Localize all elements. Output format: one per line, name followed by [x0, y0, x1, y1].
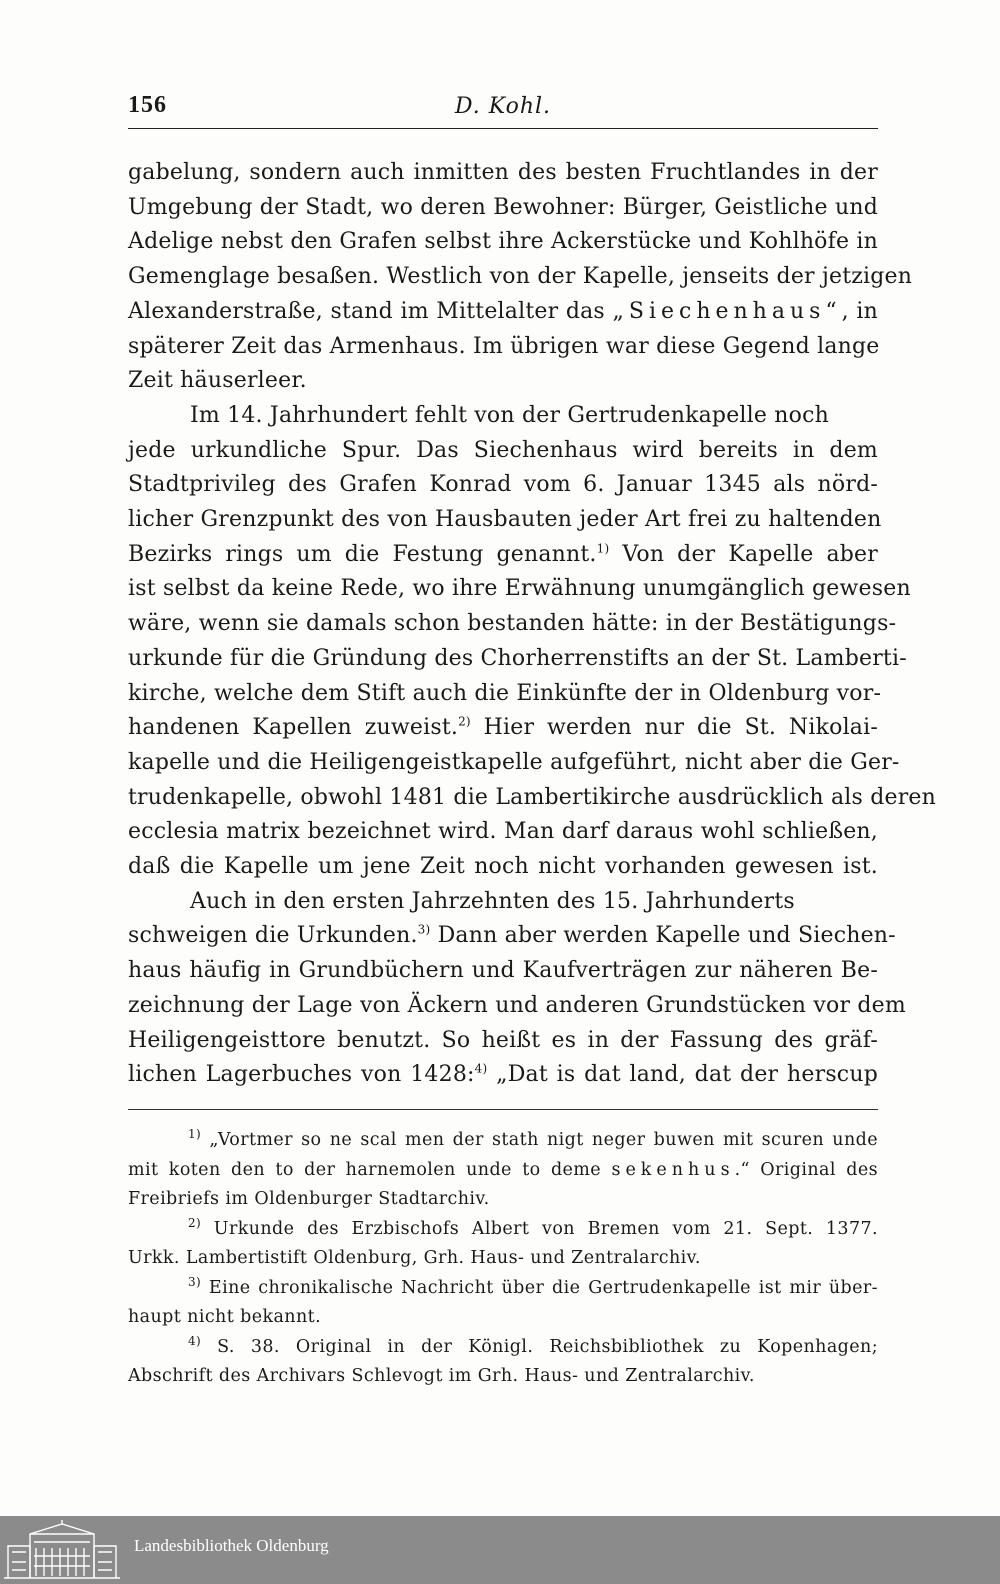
footnote-1	[128, 1126, 878, 1215]
footnote-line	[128, 1215, 878, 1245]
emphasized-term: sekenhus	[611, 1159, 735, 1180]
footnote-marker: 4)	[188, 1333, 202, 1348]
text-line: jede urkundliche Spur. Das Siechenhaus wird bereits in dem	[128, 437, 878, 463]
footnote-ref-3[interactable]: 3)	[417, 923, 431, 938]
text-fragment: schweigen die Urkunden.	[128, 923, 418, 949]
footnote-marker: 1)	[188, 1127, 202, 1142]
text-line: kapelle und die Heiligengeistkapelle aufgeführt, nicht aber die Ger-	[128, 749, 900, 775]
text-line	[128, 538, 878, 573]
footnote-line	[128, 1274, 878, 1304]
footnote-4	[128, 1333, 878, 1392]
text-line	[128, 711, 878, 746]
text-fragment: , in	[841, 298, 878, 324]
footnote-line: Abschrift des Archivars Schlevogt im Grh. Haus- und Zentralarchiv.	[128, 1366, 755, 1386]
footnote-line	[128, 1333, 878, 1363]
footnote-ref-4[interactable]: 4)	[474, 1061, 488, 1076]
footnote-marker: 3)	[188, 1274, 202, 1289]
text-line: gabelung, sondern auch inmitten des besten Fruchtlandes in der	[128, 160, 878, 185]
text-line: Adelige nebst den Grafen selbst ihre Ackerstücke und Kohlhöfe in	[128, 229, 878, 255]
paragraph-3	[128, 885, 906, 1093]
text-line: ist selbst da keine Rede, wo ihre Erwähnung unumgänglich gewesen	[128, 576, 911, 602]
footnote-line	[128, 1156, 878, 1186]
text-line: haus häufig in Grundbüchern und Kaufverträgen zur näheren Be-	[128, 958, 878, 984]
footnote-ref-1[interactable]: 1)	[596, 541, 610, 556]
page-header	[128, 92, 878, 128]
text-fragment: S. 38. Original in der Königl. Reichsbibliothek zu Kopenhagen;	[201, 1336, 878, 1357]
library-name[interactable]: Landesbibliothek Oldenburg	[134, 1536, 329, 1555]
text-line: trudenkapelle, obwohl 1481 die Lambertikirche ausdrücklich als deren	[128, 784, 937, 810]
page-number: 156	[128, 92, 167, 118]
footnote-rule	[128, 1109, 878, 1110]
text-line: Im 14. Jahrhundert fehlt von der Gertrudenkapelle noch	[190, 402, 830, 428]
text-line: kirche, welche dem Stift auch die Einkünfte der in Oldenburg vor-	[128, 680, 882, 706]
text-line: licher Grenzpunkt des von Hausbauten jeder Art frei zu haltenden	[128, 507, 882, 533]
text-fragment: mit koten den to der harnemolen unde to deme	[128, 1159, 602, 1180]
body-text	[128, 156, 937, 1093]
footnote-marker: 2)	[188, 1215, 202, 1230]
library-footer	[0, 1516, 1000, 1584]
footnote-2	[128, 1215, 878, 1274]
text-line: Zeit häuserleer.	[128, 368, 307, 394]
footnotes	[128, 1126, 878, 1392]
text-line: ecclesia matrix bezeichnet wird. Man darf daraus wohl schließen,	[128, 819, 878, 845]
text-fragment: Bezirks rings um die Festung genannt.	[128, 541, 597, 567]
text-line	[128, 1058, 878, 1093]
text-line: Gemenglage besaßen. Westlich von der Kapelle, jenseits der jetzigen	[128, 264, 913, 290]
text-fragment: Alexanderstraße, stand im Mittelalter das	[128, 298, 605, 324]
footnote-line	[128, 1126, 878, 1156]
text-fragment: lichen Lagerbuches von 1428:	[128, 1062, 475, 1088]
footnote-line: Freibriefs im Oldenburger Stadtarchiv.	[128, 1189, 490, 1209]
footnote-line: Urkk. Lambertistift Oldenburg, Grh. Haus- und Zentralarchiv.	[128, 1248, 701, 1268]
paragraph-2	[128, 399, 937, 885]
running-head: D. Kohl.	[454, 94, 552, 119]
text-line: urkunde für die Gründung des Chorherrenstifts an der St. Lamberti-	[128, 645, 907, 671]
text-line: zeichnung der Lage von Äckern und anderen Grundstücken vor dem	[128, 992, 906, 1018]
text-fragment: „Vortmer so ne scal men der stath nigt neger buwen mit scuren unde	[201, 1130, 878, 1150]
paragraph-1	[128, 156, 913, 399]
text-line	[128, 295, 878, 330]
text-line	[128, 919, 896, 954]
text-fragment: „Dat is dat land, dat der herscup	[487, 1062, 878, 1088]
text-fragment: Dann aber werden Kapelle und Siechen-	[430, 923, 896, 949]
footnote-3	[128, 1274, 878, 1333]
text-line: späterer Zeit das Armenhaus. Im übrigen war diese Gegend lange	[128, 333, 880, 359]
text-fragment: .“ Original des	[734, 1159, 878, 1180]
emphasized-term: „Siechenhaus“	[612, 298, 842, 324]
text-fragment: Urkunde des Erzbischofs Albert von Bremen vom 21. Sept. 1377.	[201, 1218, 878, 1239]
library-building-icon[interactable]	[0, 1520, 124, 1582]
text-line: daß die Kapelle um jene Zeit noch nicht vorhanden gewesen ist.	[128, 854, 878, 880]
footnote-line: haupt nicht bekannt.	[128, 1307, 322, 1327]
text-line: Heiligengeisttore benutzt. So heißt es in der Fassung des gräf-	[128, 1027, 878, 1053]
text-line: wäre, wenn sie damals schon bestanden hätte: in der Bestätigungs-	[128, 611, 897, 637]
text-fragment: Von der Kapelle aber	[609, 541, 878, 567]
text-line: Auch in den ersten Jahrzehnten des 15. Jahrhunderts	[190, 888, 795, 914]
text-fragment: Hier werden nur die St. Nikolai-	[470, 715, 878, 741]
text-line: Stadtprivileg des Grafen Konrad vom 6. Januar 1345 als nörd-	[128, 472, 878, 498]
text-fragment: Eine chronikalische Nachricht über die Gertrudenkapelle ist mir über-	[201, 1277, 878, 1298]
text-line: Umgebung der Stadt, wo deren Bewohner: Bürger, Geistliche und	[128, 194, 878, 220]
text-fragment: handenen Kapellen zuweist.	[128, 715, 459, 741]
header-rule	[128, 128, 878, 129]
footnote-ref-2[interactable]: 2)	[458, 714, 471, 729]
